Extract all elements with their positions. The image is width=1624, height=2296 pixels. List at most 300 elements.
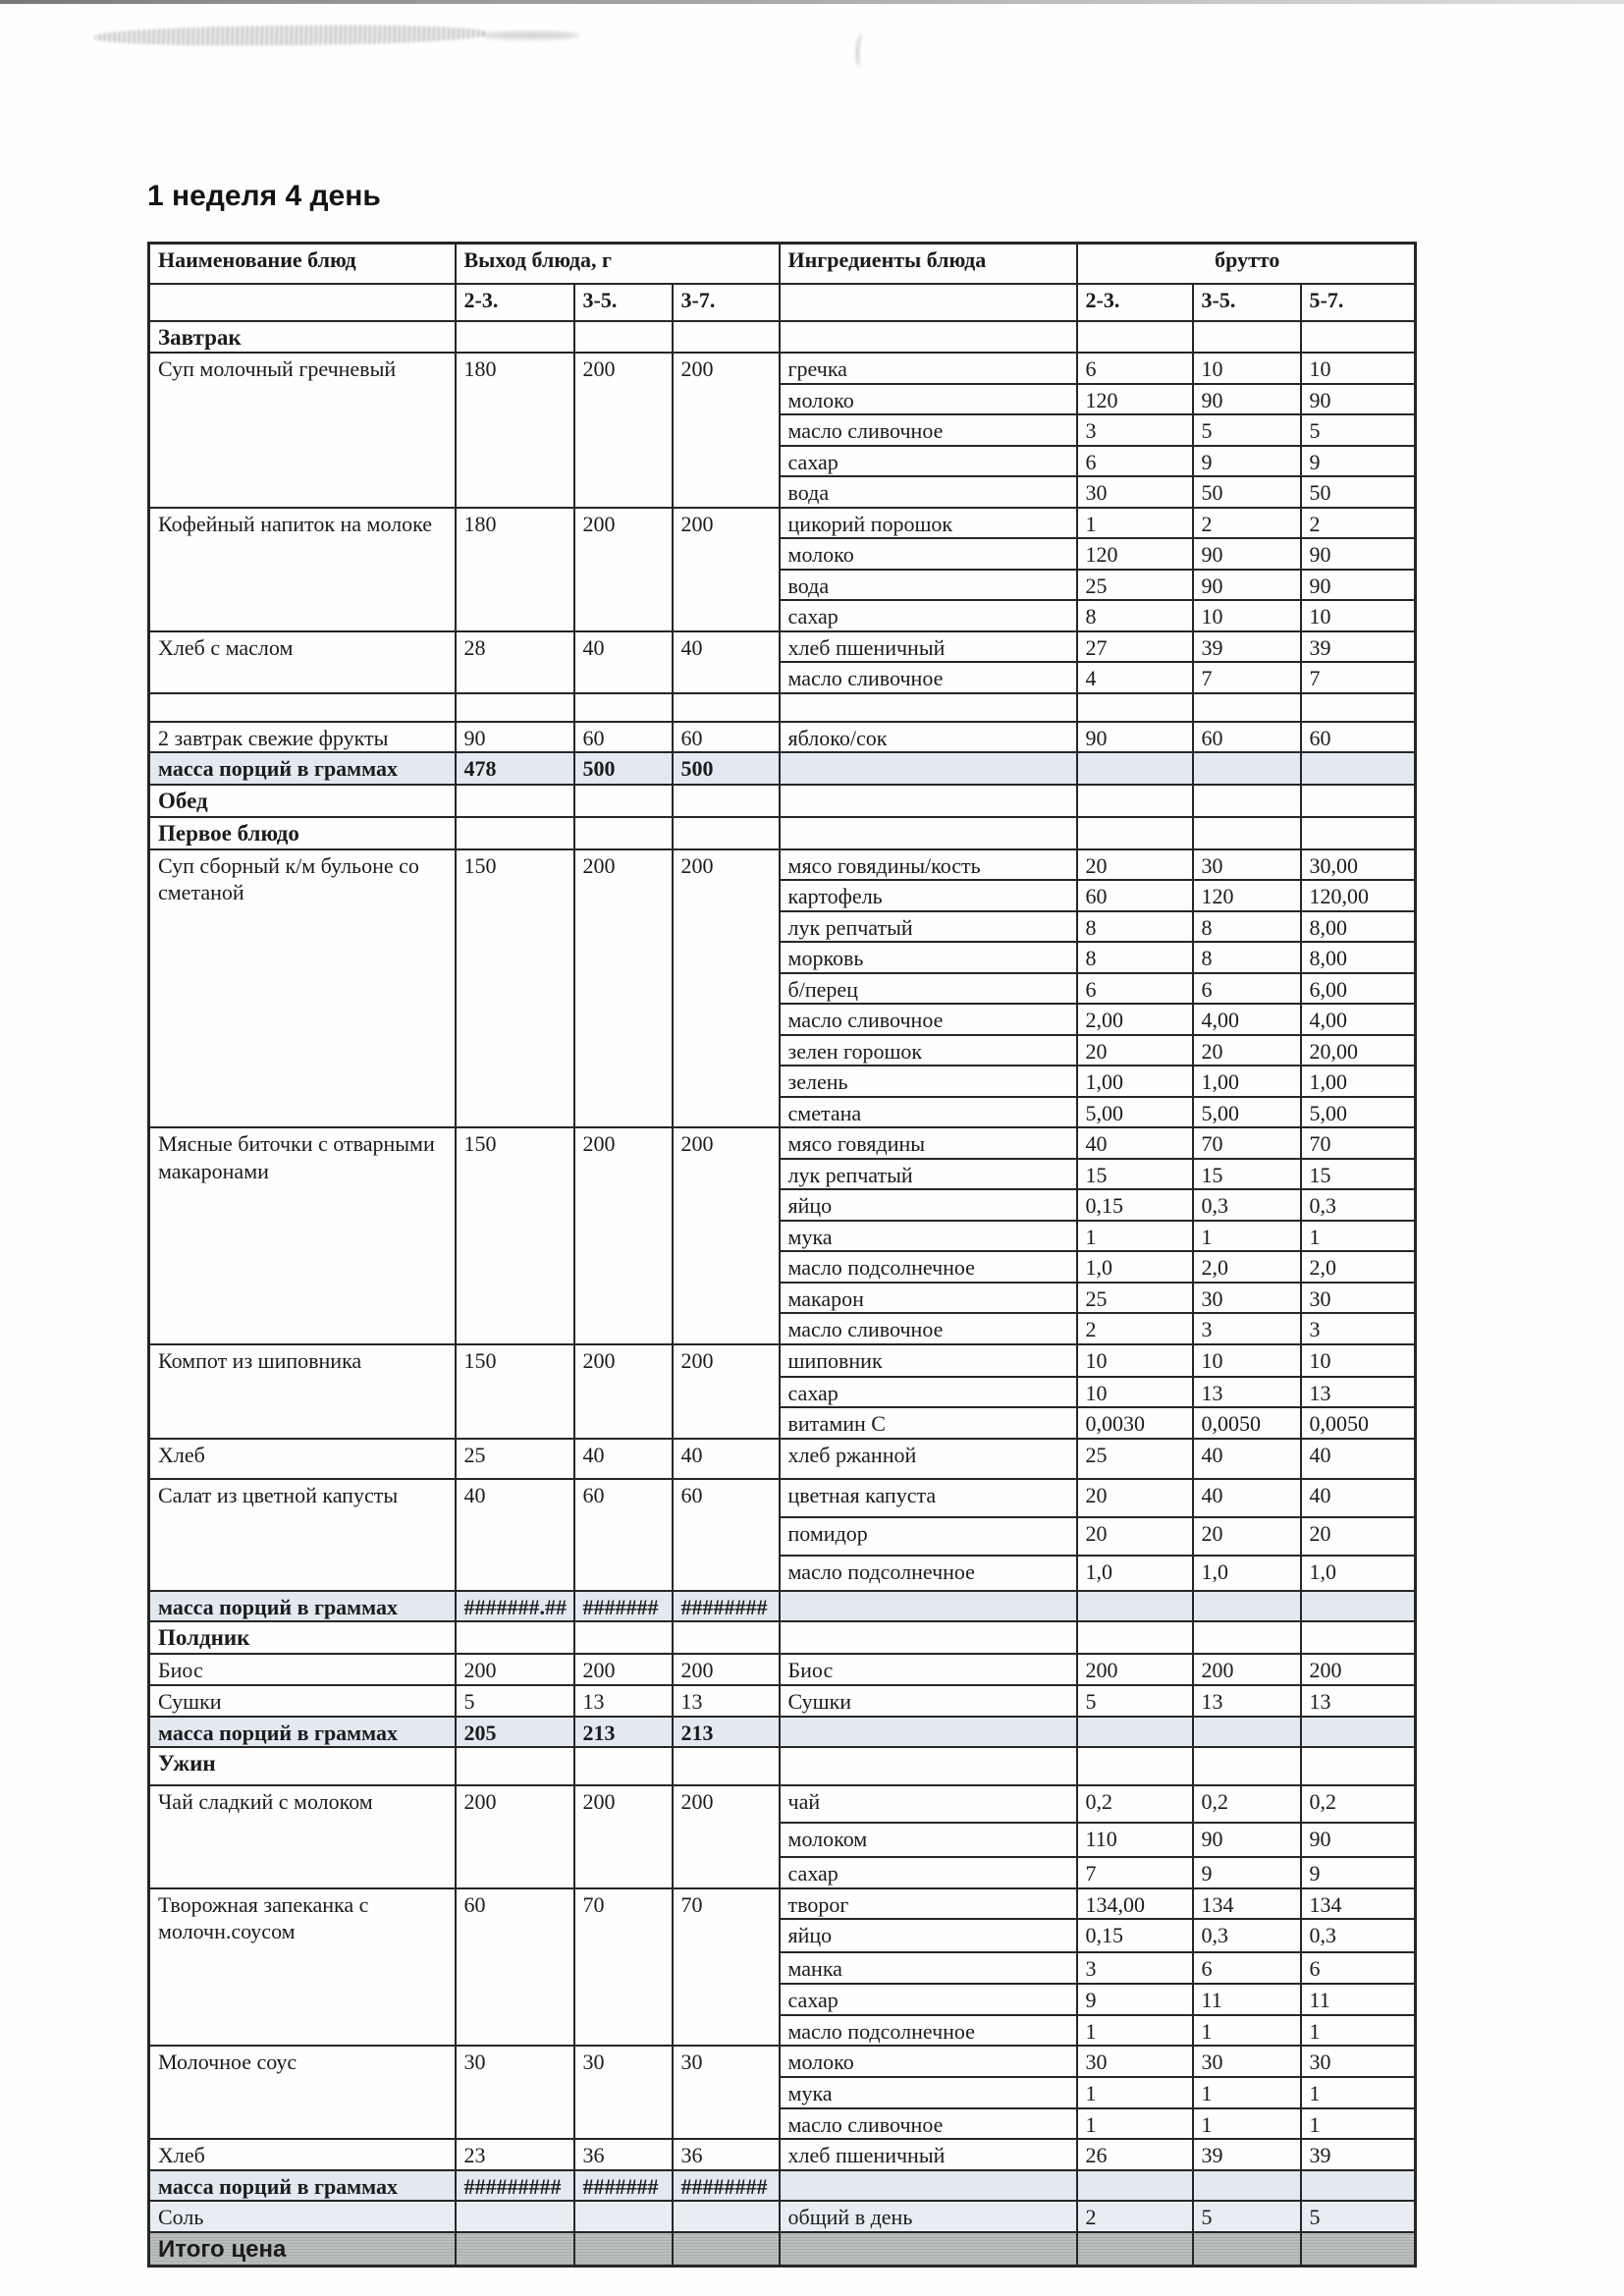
cell-brutto-1: 6 [1077, 446, 1193, 477]
cell-brutto-1: 8 [1077, 911, 1193, 943]
cell-brutto-1 [1077, 817, 1193, 849]
cell-ingredient: молоко [780, 384, 1077, 415]
cell-brutto-2: 90 [1193, 384, 1301, 415]
cell-brutto-2: 2,0 [1193, 1251, 1301, 1283]
cell-brutto-1 [1077, 1747, 1193, 1785]
table-row [149, 2201, 1416, 2232]
cell-brutto-3: 2 [1301, 508, 1416, 539]
cell-brutto-2: 1 [1193, 1221, 1301, 1252]
cell-brutto-2: 10 [1193, 1344, 1301, 1377]
cell-brutto-1 [1077, 2170, 1193, 2202]
cell-brutto-2: 30 [1193, 1283, 1301, 1314]
table-row [149, 353, 1416, 384]
cell-brutto-1: 110 [1077, 1823, 1193, 1857]
cell-brutto-1: 120 [1077, 384, 1193, 415]
cell-output-1: 150 [456, 1344, 574, 1439]
cell-output-3: 200 [673, 353, 780, 508]
cell-brutto-1: 1 [1077, 2015, 1193, 2047]
cell-brutto-2: 90 [1193, 1823, 1301, 1857]
cell-brutto-1: 1,0 [1077, 1556, 1193, 1591]
cell-brutto-3: 7 [1301, 662, 1416, 693]
table-row [149, 2170, 1416, 2202]
cell-brutto-2: 30 [1193, 849, 1301, 881]
cell-brutto-3: 120,00 [1301, 880, 1416, 911]
cell-output-1: 60 [456, 1888, 574, 2047]
cell-output-3 [673, 321, 780, 354]
scan-mark [855, 33, 868, 68]
cell-output-2: 500 [574, 752, 673, 785]
cell-dish-name: Первое блюдо [149, 817, 456, 849]
cell-output-2 [574, 2232, 673, 2267]
cell-brutto-3: 13 [1301, 1377, 1416, 1408]
cell-brutto-2 [1193, 785, 1301, 817]
cell-brutto-1: 26 [1077, 2139, 1193, 2170]
menu-table [147, 242, 1417, 2268]
cell-brutto-2: 3 [1193, 1313, 1301, 1344]
cell-brutto-1: 20 [1077, 1035, 1193, 1066]
cell-brutto-1: 8 [1077, 600, 1193, 631]
cell-brutto-2 [1193, 321, 1301, 354]
cell-brutto-3: 9 [1301, 446, 1416, 477]
cell-brutto-3: 5,00 [1301, 1097, 1416, 1128]
cell-brutto-1: 1,00 [1077, 1066, 1193, 1097]
cell-output-2: 13 [574, 1685, 673, 1717]
cell-brutto-2: 50 [1193, 476, 1301, 508]
cell-brutto-3: 6,00 [1301, 973, 1416, 1005]
cell-dish-name: Хлеб [149, 2139, 456, 2170]
cell-ingredient [780, 2232, 1077, 2267]
cell-brutto-2: 4,00 [1193, 1004, 1301, 1035]
cell-brutto-3: 15 [1301, 1159, 1416, 1190]
table-row [149, 1479, 1416, 1517]
cell-ingredient [780, 321, 1077, 354]
cell-brutto-1 [1077, 785, 1193, 817]
cell-output-2: 40 [574, 1439, 673, 1479]
cell-brutto-2: 6 [1193, 1952, 1301, 1984]
table-row [149, 785, 1416, 817]
cell-brutto-2 [1193, 2232, 1301, 2267]
cell-dish-name: Компот из шиповника [149, 1344, 456, 1439]
table-row [149, 2232, 1416, 2267]
header-ingredients-column: Ингредиенты блюда [780, 244, 1077, 284]
cell-ingredient [780, 1591, 1077, 1622]
cell-ingredient: яблоко/сок [780, 722, 1077, 753]
header-brutto-sub-2: 3-5. [1193, 284, 1301, 321]
cell-output-1: 205 [456, 1717, 574, 1748]
header-row-2 [149, 284, 1416, 321]
cell-ingredient: молоко [780, 538, 1077, 570]
cell-brutto-2: 10 [1193, 353, 1301, 384]
cell-brutto-2: 5 [1193, 2201, 1301, 2232]
cell-brutto-1: 90 [1077, 722, 1193, 753]
scan-smudge-tail [481, 31, 579, 39]
cell-output-2: ####### [574, 2170, 673, 2202]
cell-brutto-1: 3 [1077, 414, 1193, 446]
cell-ingredient: мука [780, 2077, 1077, 2108]
cell-output-1 [456, 2201, 574, 2232]
cell-dish-name: Молочное соус [149, 2046, 456, 2139]
cell-brutto-3: 30,00 [1301, 849, 1416, 881]
cell-brutto-1: 30 [1077, 476, 1193, 508]
cell-brutto-3: 90 [1301, 1823, 1416, 1857]
cell-brutto-1: 5,00 [1077, 1097, 1193, 1128]
cell-brutto-1 [1077, 1621, 1193, 1654]
cell-brutto-2: 13 [1193, 1685, 1301, 1717]
cell-brutto-3: 40 [1301, 1479, 1416, 1517]
cell-brutto-3: 6 [1301, 1952, 1416, 1984]
cell-output-2 [574, 693, 673, 722]
cell-brutto-3 [1301, 817, 1416, 849]
table-row [149, 1127, 1416, 1159]
cell-brutto-2: 13 [1193, 1377, 1301, 1408]
cell-output-2: 200 [574, 1127, 673, 1344]
cell-brutto-3 [1301, 2170, 1416, 2202]
cell-dish-name: Итого цена [149, 2232, 456, 2267]
cell-output-3: 40 [673, 1439, 780, 1479]
cell-dish-name: Хлеб с маслом [149, 631, 456, 693]
cell-dish-name: масса порций в граммах [149, 752, 456, 785]
cell-brutto-1 [1077, 1717, 1193, 1748]
cell-ingredient: хлеб ржанной [780, 1439, 1077, 1479]
cell-output-3 [673, 693, 780, 722]
cell-output-3: 200 [673, 1785, 780, 1888]
cell-brutto-1 [1077, 321, 1193, 354]
cell-brutto-2 [1193, 1621, 1301, 1654]
scan-edge-line [0, 0, 1624, 4]
cell-output-3: 200 [673, 849, 780, 1128]
cell-brutto-2 [1193, 752, 1301, 785]
cell-ingredient: б/перец [780, 973, 1077, 1005]
cell-brutto-1: 9 [1077, 1984, 1193, 2015]
cell-output-1: 28 [456, 631, 574, 693]
cell-ingredient: лук репчатый [780, 1159, 1077, 1190]
cell-ingredient: морковь [780, 942, 1077, 973]
table-row [149, 849, 1416, 881]
header-empty-cell [780, 284, 1077, 321]
cell-brutto-1: 30 [1077, 2046, 1193, 2077]
cell-brutto-3: 1 [1301, 2108, 1416, 2140]
cell-brutto-1: 2 [1077, 2201, 1193, 2232]
cell-brutto-3: 13 [1301, 1685, 1416, 1717]
cell-brutto-2: 10 [1193, 600, 1301, 631]
cell-brutto-3: 0,0050 [1301, 1407, 1416, 1439]
cell-output-3: 200 [673, 1127, 780, 1344]
cell-brutto-2: 1 [1193, 2077, 1301, 2108]
cell-output-2: 60 [574, 722, 673, 753]
cell-brutto-3 [1301, 321, 1416, 354]
cell-dish-name: Суп сборный к/м бульоне со сметаной [149, 849, 456, 1128]
cell-dish-name: Сушки [149, 1685, 456, 1717]
cell-output-2: 40 [574, 631, 673, 693]
cell-brutto-3: 60 [1301, 722, 1416, 753]
cell-output-1: 200 [456, 1785, 574, 1888]
cell-output-2 [574, 817, 673, 849]
cell-dish-name [149, 693, 456, 722]
cell-brutto-1: 20 [1077, 1517, 1193, 1556]
cell-ingredient: сахар [780, 600, 1077, 631]
cell-brutto-2: 120 [1193, 880, 1301, 911]
cell-output-3: 60 [673, 722, 780, 753]
cell-output-1: 150 [456, 849, 574, 1128]
cell-brutto-1: 1,0 [1077, 1251, 1193, 1283]
header-row-1 [149, 244, 1416, 284]
cell-brutto-1 [1077, 1591, 1193, 1622]
cell-ingredient: молоком [780, 1823, 1077, 1857]
cell-brutto-3: 20 [1301, 1517, 1416, 1556]
cell-brutto-1: 1 [1077, 1221, 1193, 1252]
cell-brutto-3 [1301, 752, 1416, 785]
cell-output-1 [456, 817, 574, 849]
cell-brutto-2: 0,0050 [1193, 1407, 1301, 1439]
cell-output-1: 200 [456, 1654, 574, 1685]
table-row [149, 752, 1416, 785]
cell-brutto-2 [1193, 2170, 1301, 2202]
cell-brutto-1: 6 [1077, 353, 1193, 384]
cell-brutto-3: 39 [1301, 631, 1416, 663]
cell-output-1: 25 [456, 1439, 574, 1479]
cell-brutto-2 [1193, 693, 1301, 722]
cell-brutto-1: 25 [1077, 1283, 1193, 1314]
cell-output-1 [456, 785, 574, 817]
cell-brutto-2 [1193, 1717, 1301, 1748]
cell-brutto-1: 40 [1077, 1127, 1193, 1159]
cell-brutto-1: 3 [1077, 1952, 1193, 1984]
cell-brutto-3: 5 [1301, 414, 1416, 446]
cell-brutto-1: 4 [1077, 662, 1193, 693]
cell-output-1: 23 [456, 2139, 574, 2170]
cell-output-1: ######### [456, 2170, 574, 2202]
cell-brutto-1: 1 [1077, 2077, 1193, 2108]
cell-brutto-1: 8 [1077, 942, 1193, 973]
cell-brutto-3: 0,3 [1301, 1189, 1416, 1221]
cell-brutto-2: 5 [1193, 414, 1301, 446]
cell-brutto-2: 0,3 [1193, 1189, 1301, 1221]
cell-brutto-1: 200 [1077, 1654, 1193, 1685]
cell-output-1: 90 [456, 722, 574, 753]
table-row [149, 1888, 1416, 1920]
cell-brutto-1 [1077, 2232, 1193, 2267]
cell-brutto-2: 90 [1193, 538, 1301, 570]
cell-output-3 [673, 2201, 780, 2232]
cell-brutto-3 [1301, 1621, 1416, 1654]
cell-brutto-2: 0,3 [1193, 1919, 1301, 1952]
cell-ingredient: сметана [780, 1097, 1077, 1128]
cell-brutto-3: 70 [1301, 1127, 1416, 1159]
cell-brutto-3 [1301, 2232, 1416, 2267]
cell-dish-name: Завтрак [149, 321, 456, 354]
cell-ingredient: макарон [780, 1283, 1077, 1314]
cell-dish-name: Кофейный напиток на молоке [149, 508, 456, 631]
cell-brutto-2: 70 [1193, 1127, 1301, 1159]
cell-dish-name: масса порций в граммах [149, 1591, 456, 1622]
cell-output-3: 200 [673, 1654, 780, 1685]
cell-brutto-3: 134 [1301, 1888, 1416, 1920]
cell-brutto-1: 0,15 [1077, 1189, 1193, 1221]
cell-ingredient: сахар [780, 446, 1077, 477]
cell-output-1: 40 [456, 1479, 574, 1591]
cell-brutto-3: 10 [1301, 1344, 1416, 1377]
cell-dish-name: Ужин [149, 1747, 456, 1785]
cell-brutto-2: 5,00 [1193, 1097, 1301, 1128]
table-row [149, 2046, 1416, 2077]
cell-dish-name: Мясные биточки с отварными макаронами [149, 1127, 456, 1344]
cell-brutto-2 [1193, 817, 1301, 849]
cell-output-2: 60 [574, 1479, 673, 1591]
cell-dish-name: Творожная запеканка с молочн.соусом [149, 1888, 456, 2047]
cell-brutto-3: 90 [1301, 538, 1416, 570]
cell-ingredient [780, 1747, 1077, 1785]
cell-dish-name: масса порций в граммах [149, 1717, 456, 1748]
table-row [149, 631, 1416, 663]
scan-smudge [94, 24, 487, 47]
cell-brutto-2: 40 [1193, 1479, 1301, 1517]
cell-ingredient: мясо говядины [780, 1127, 1077, 1159]
cell-brutto-3: 10 [1301, 353, 1416, 384]
cell-ingredient: творог [780, 1888, 1077, 1920]
cell-ingredient [780, 2170, 1077, 2202]
cell-brutto-1: 5 [1077, 1685, 1193, 1717]
cell-ingredient [780, 693, 1077, 722]
table-row [149, 321, 1416, 354]
cell-brutto-3: 1 [1301, 2077, 1416, 2108]
cell-output-1: 5 [456, 1685, 574, 1717]
cell-brutto-2: 1 [1193, 2015, 1301, 2047]
cell-brutto-1: 25 [1077, 570, 1193, 601]
cell-brutto-2: 11 [1193, 1984, 1301, 2015]
cell-brutto-2: 1,0 [1193, 1556, 1301, 1591]
header-brutto-column: брутто [1077, 244, 1416, 284]
table-row [149, 1654, 1416, 1685]
cell-brutto-3 [1301, 693, 1416, 722]
cell-brutto-3 [1301, 1717, 1416, 1748]
cell-ingredient: гречка [780, 353, 1077, 384]
cell-brutto-1: 25 [1077, 1439, 1193, 1479]
header-output-sub-1: 2-3. [456, 284, 574, 321]
cell-brutto-1: 7 [1077, 1857, 1193, 1888]
cell-brutto-3: 0,3 [1301, 1919, 1416, 1952]
cell-ingredient: мука [780, 1221, 1077, 1252]
cell-output-2: 200 [574, 1344, 673, 1439]
cell-brutto-2 [1193, 1747, 1301, 1785]
cell-output-1: 30 [456, 2046, 574, 2139]
cell-brutto-1: 20 [1077, 849, 1193, 881]
cell-output-2: 36 [574, 2139, 673, 2170]
cell-brutto-2: 2 [1193, 508, 1301, 539]
cell-output-2: 200 [574, 353, 673, 508]
cell-brutto-3: 11 [1301, 1984, 1416, 2015]
cell-output-1 [456, 321, 574, 354]
cell-output-2 [574, 785, 673, 817]
cell-brutto-3: 5 [1301, 2201, 1416, 2232]
cell-brutto-1: 27 [1077, 631, 1193, 663]
cell-brutto-1: 1 [1077, 508, 1193, 539]
cell-ingredient [780, 1621, 1077, 1654]
cell-ingredient: масло сливочное [780, 1313, 1077, 1344]
cell-ingredient: масло сливочное [780, 2108, 1077, 2140]
cell-brutto-2: 9 [1193, 446, 1301, 477]
cell-ingredient: мясо говядины/кость [780, 849, 1077, 881]
table-row [149, 1344, 1416, 1377]
cell-brutto-1: 15 [1077, 1159, 1193, 1190]
table-row [149, 2139, 1416, 2170]
cell-ingredient: витамин С [780, 1407, 1077, 1439]
cell-brutto-3: 50 [1301, 476, 1416, 508]
cell-dish-name: Полдник [149, 1621, 456, 1654]
cell-brutto-2: 40 [1193, 1439, 1301, 1479]
cell-brutto-3: 30 [1301, 2046, 1416, 2077]
cell-brutto-2: 8 [1193, 942, 1301, 973]
cell-brutto-1 [1077, 693, 1193, 722]
cell-output-2: 200 [574, 1654, 673, 1685]
cell-output-2: 200 [574, 1785, 673, 1888]
cell-brutto-3: 8,00 [1301, 911, 1416, 943]
cell-ingredient: манка [780, 1952, 1077, 1984]
cell-brutto-1: 2,00 [1077, 1004, 1193, 1035]
cell-ingredient [780, 1717, 1077, 1748]
header-brutto-sub-1: 2-3. [1077, 284, 1193, 321]
header-brutto-sub-3: 5-7. [1301, 284, 1416, 321]
cell-output-1: 478 [456, 752, 574, 785]
cell-output-2: 30 [574, 2046, 673, 2139]
cell-brutto-1: 1 [1077, 2108, 1193, 2140]
cell-output-3: 40 [673, 631, 780, 693]
cell-output-3: 60 [673, 1479, 780, 1591]
cell-ingredient [780, 817, 1077, 849]
cell-brutto-3 [1301, 1591, 1416, 1622]
cell-output-3 [673, 817, 780, 849]
table-row [149, 1717, 1416, 1748]
cell-ingredient: масло подсолнечное [780, 1251, 1077, 1283]
cell-brutto-1: 0,2 [1077, 1785, 1193, 1823]
cell-ingredient: сахар [780, 1377, 1077, 1408]
cell-output-3: 13 [673, 1685, 780, 1717]
header-output-sub-2: 3-5. [574, 284, 673, 321]
cell-brutto-3: 200 [1301, 1654, 1416, 1685]
cell-brutto-3: 90 [1301, 384, 1416, 415]
cell-ingredient: масло подсолнечное [780, 2015, 1077, 2047]
cell-output-2: 213 [574, 1717, 673, 1748]
cell-brutto-2: 20 [1193, 1517, 1301, 1556]
cell-brutto-2: 60 [1193, 722, 1301, 753]
cell-output-3 [673, 1621, 780, 1654]
cell-ingredient: зелен горошок [780, 1035, 1077, 1066]
cell-output-1: #######.## [456, 1591, 574, 1622]
header-output-sub-3: 3-7. [673, 284, 780, 321]
cell-dish-name: Чай сладкий с молоком [149, 1785, 456, 1888]
cell-ingredient: цикорий порошок [780, 508, 1077, 539]
table-row [149, 1785, 1416, 1823]
cell-ingredient: лук репчатый [780, 911, 1077, 943]
cell-brutto-1: 60 [1077, 880, 1193, 911]
cell-brutto-3: 0,2 [1301, 1785, 1416, 1823]
cell-brutto-2 [1193, 1591, 1301, 1622]
cell-output-3: 500 [673, 752, 780, 785]
cell-brutto-3: 1 [1301, 2015, 1416, 2047]
cell-brutto-2: 200 [1193, 1654, 1301, 1685]
page-title: 1 неделя 4 день [147, 180, 381, 212]
cell-output-3: 30 [673, 2046, 780, 2139]
cell-ingredient: вода [780, 570, 1077, 601]
cell-dish-name: Салат из цветной капусты [149, 1479, 456, 1591]
cell-output-3: 200 [673, 1344, 780, 1439]
cell-brutto-3: 4,00 [1301, 1004, 1416, 1035]
cell-output-2 [574, 2201, 673, 2232]
cell-output-2 [574, 1747, 673, 1785]
cell-brutto-1: 10 [1077, 1344, 1193, 1377]
table-row [149, 1685, 1416, 1717]
cell-ingredient: яйцо [780, 1919, 1077, 1952]
cell-ingredient: масло сливочное [780, 662, 1077, 693]
